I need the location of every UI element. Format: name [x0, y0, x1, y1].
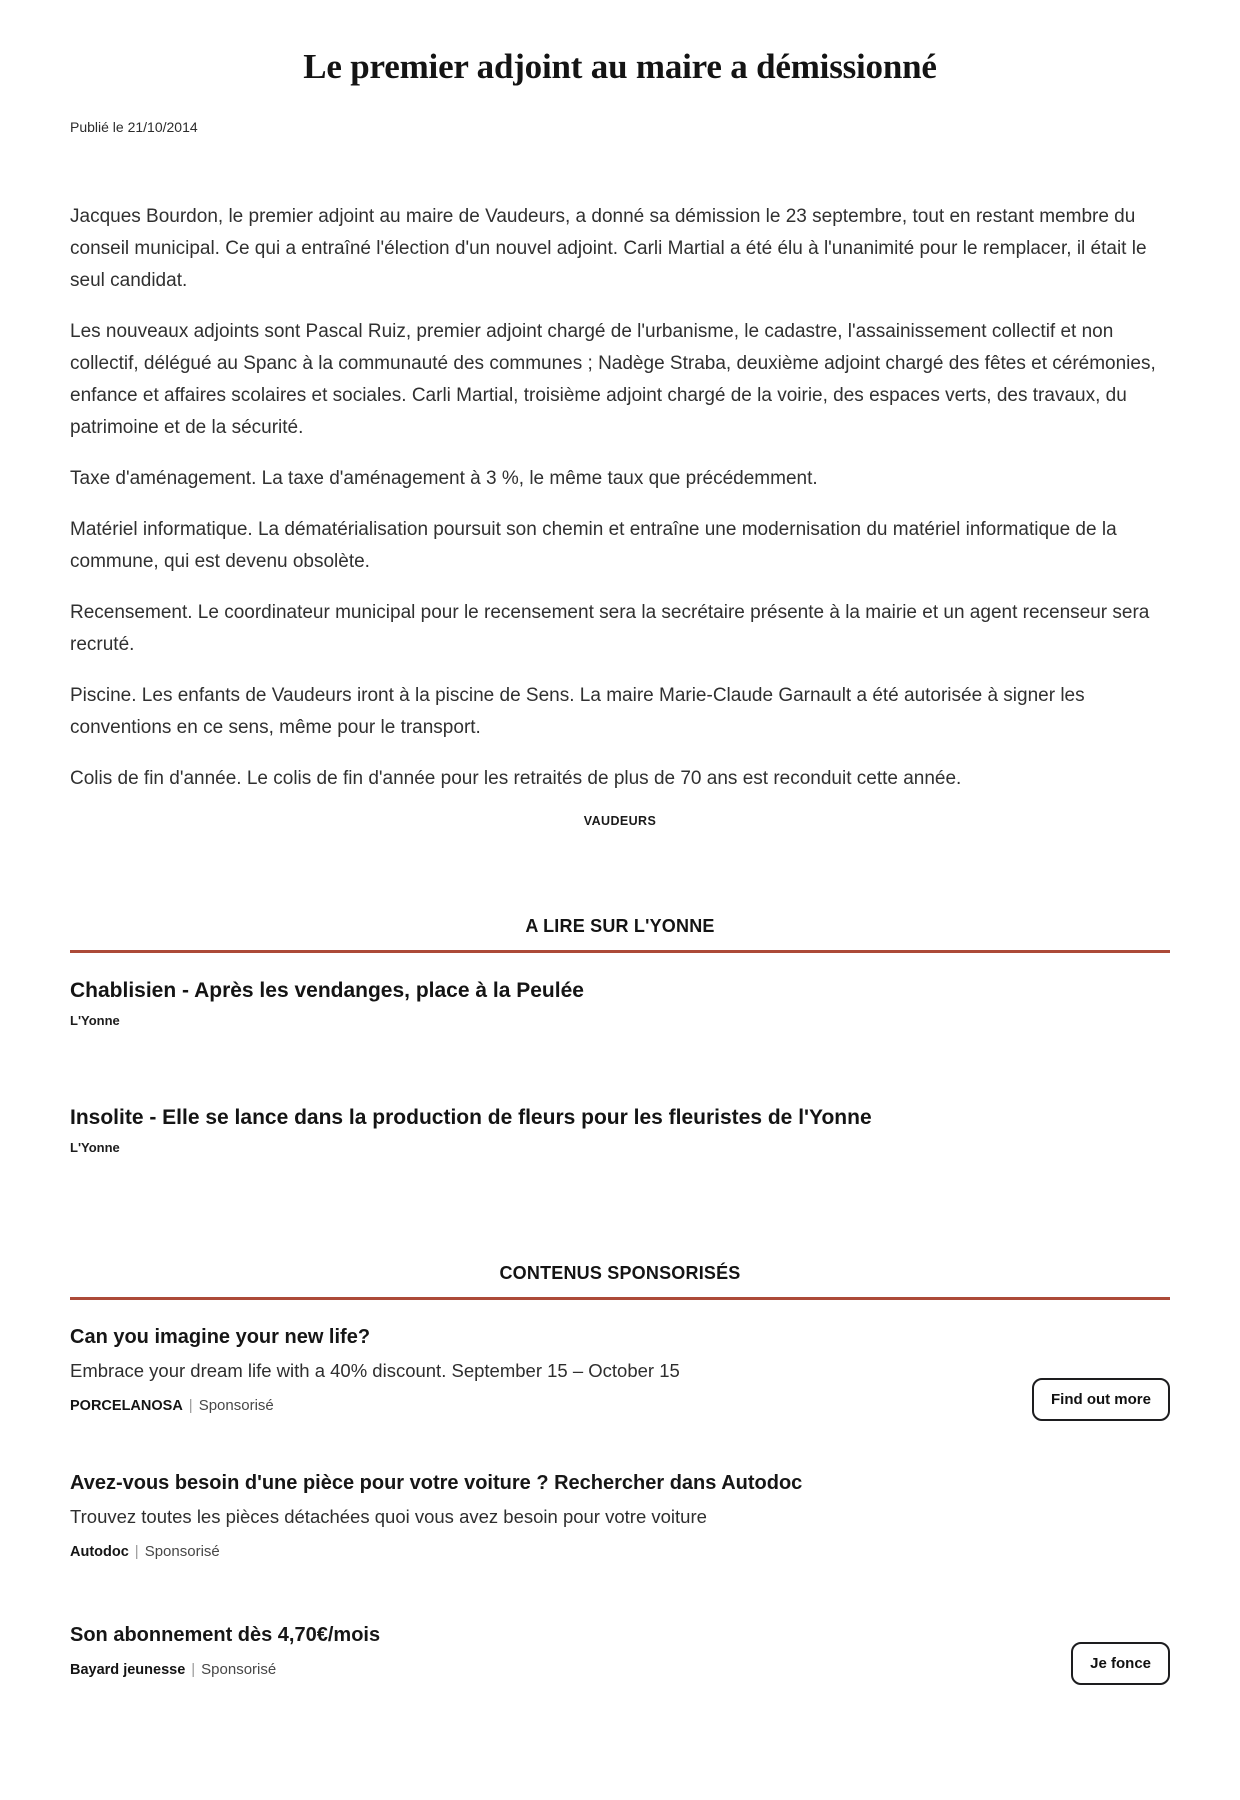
related-article-source: L'Yonne — [70, 1012, 120, 1028]
sponsored-link[interactable]: Avez-vous besoin d'une pièce pour votre voiture ? Rechercher dans Autodoc — [70, 1472, 803, 1495]
sponsored-brand: PORCELANOSA — [70, 1398, 183, 1415]
sponsored-section-title: CONTENUS SPONSORISÉS — [499, 1263, 741, 1284]
related-article-link[interactable]: Insolite - Elle se lance dans la production de fleurs pour les fleuristes de l'Yonne — [70, 1105, 872, 1129]
meta-separator: | — [191, 1661, 196, 1679]
sponsored-brand: Autodoc — [70, 1544, 129, 1561]
sponsored-tag: Sponsorisé — [144, 1543, 220, 1561]
article-paragraph: Les nouveaux adjoints sont Pascal Ruiz, premier adjoint chargé de l'urbanisme, le cadastre, l'assainissement collectif et non collectif, délégué au Spanc à la communauté des communes ; Nadège Straba, deuxième adjoint chargé des fêtes et cérémonies, enfance et affaires scolaires et sociales. Carli Martial, troisième adjoint chargé de la voirie, des espaces verts, des travaux, du patrimoine et de la sécurité. — [70, 320, 1156, 438]
published-date: Publié le 21/10/2014 — [70, 118, 198, 135]
article-paragraph: Recensement. Le coordinateur municipal pour le recensement sera la secrétaire présente à la mairie et un agent recenseur sera recruté. — [70, 601, 1150, 655]
sponsored-tag: Sponsorisé — [201, 1661, 277, 1679]
sponsored-tag: Sponsorisé — [198, 1397, 274, 1415]
related-article-link[interactable]: Chablisien - Après les vendanges, place à la Peulée — [70, 978, 584, 1002]
sponsored-brand: Bayard jeunesse — [70, 1662, 186, 1679]
article-page — [0, 46, 1240, 1800]
sponsored-link[interactable]: Son abonnement dès 4,70€/mois — [70, 1624, 381, 1647]
related-section-header — [70, 916, 1170, 953]
page-title: Le premier adjoint au maire a démissionné — [303, 47, 937, 86]
find-out-more-button[interactable]: Find out more — [1032, 1378, 1170, 1421]
sponsored-item[interactable] — [70, 1470, 1170, 1560]
related-section-title: A LIRE SUR L'YONNE — [525, 915, 715, 936]
related-article-item[interactable] — [70, 1104, 1170, 1155]
related-article-item[interactable] — [70, 977, 1170, 1028]
related-article-source: L'Yonne — [70, 1140, 120, 1156]
sponsored-description: Embrace your dream life with a 40% discount. September 15 – October 15 — [70, 1360, 680, 1382]
sponsored-link[interactable]: Can you imagine your new life? — [70, 1326, 371, 1349]
sponsored-attribution — [70, 1397, 990, 1414]
article-paragraph: Colis de fin d'année. Le colis de fin d'année pour les retraités de plus de 70 ans est reconduit cette année. — [70, 767, 962, 789]
article-body — [70, 201, 1170, 795]
meta-separator: | — [134, 1543, 139, 1561]
sponsored-description: Trouvez toutes les pièces détachées quoi vous avez besoin pour votre voiture — [70, 1506, 707, 1528]
article-paragraph: Piscine. Les enfants de Vaudeurs iront à la piscine de Sens. La maire Marie-Claude Garnault a été autorisée à signer les conventions en ce sens, même pour le transport. — [70, 684, 1085, 738]
location-tag: VAUDEURS — [583, 813, 657, 828]
sponsored-item[interactable] — [70, 1324, 1170, 1414]
je-fonce-button[interactable]: Je fonce — [1071, 1642, 1170, 1685]
sponsored-attribution — [70, 1543, 990, 1560]
article-paragraph: Jacques Bourdon, le premier adjoint au maire de Vaudeurs, a donné sa démission le 23 septembre, tout en restant membre du conseil municipal. Ce qui a entraîné l'élection d'un nouvel adjoint. Carli Martial a été élu à l'unanimité pour le remplacer, il était le seul candidat. — [70, 205, 1147, 291]
sponsored-item[interactable] — [70, 1622, 1170, 1678]
article-paragraph: Taxe d'aménagement. La taxe d'aménagement à 3 %, le même taux que précédemment. — [70, 467, 818, 489]
article-paragraph: Matériel informatique. La dématérialisation poursuit son chemin et entraîne une modernisation du matériel informatique de la commune, qui est devenu obsolète. — [70, 518, 1117, 572]
sponsored-attribution — [70, 1661, 990, 1678]
sponsored-section-header — [70, 1263, 1170, 1300]
meta-separator: | — [188, 1397, 193, 1415]
